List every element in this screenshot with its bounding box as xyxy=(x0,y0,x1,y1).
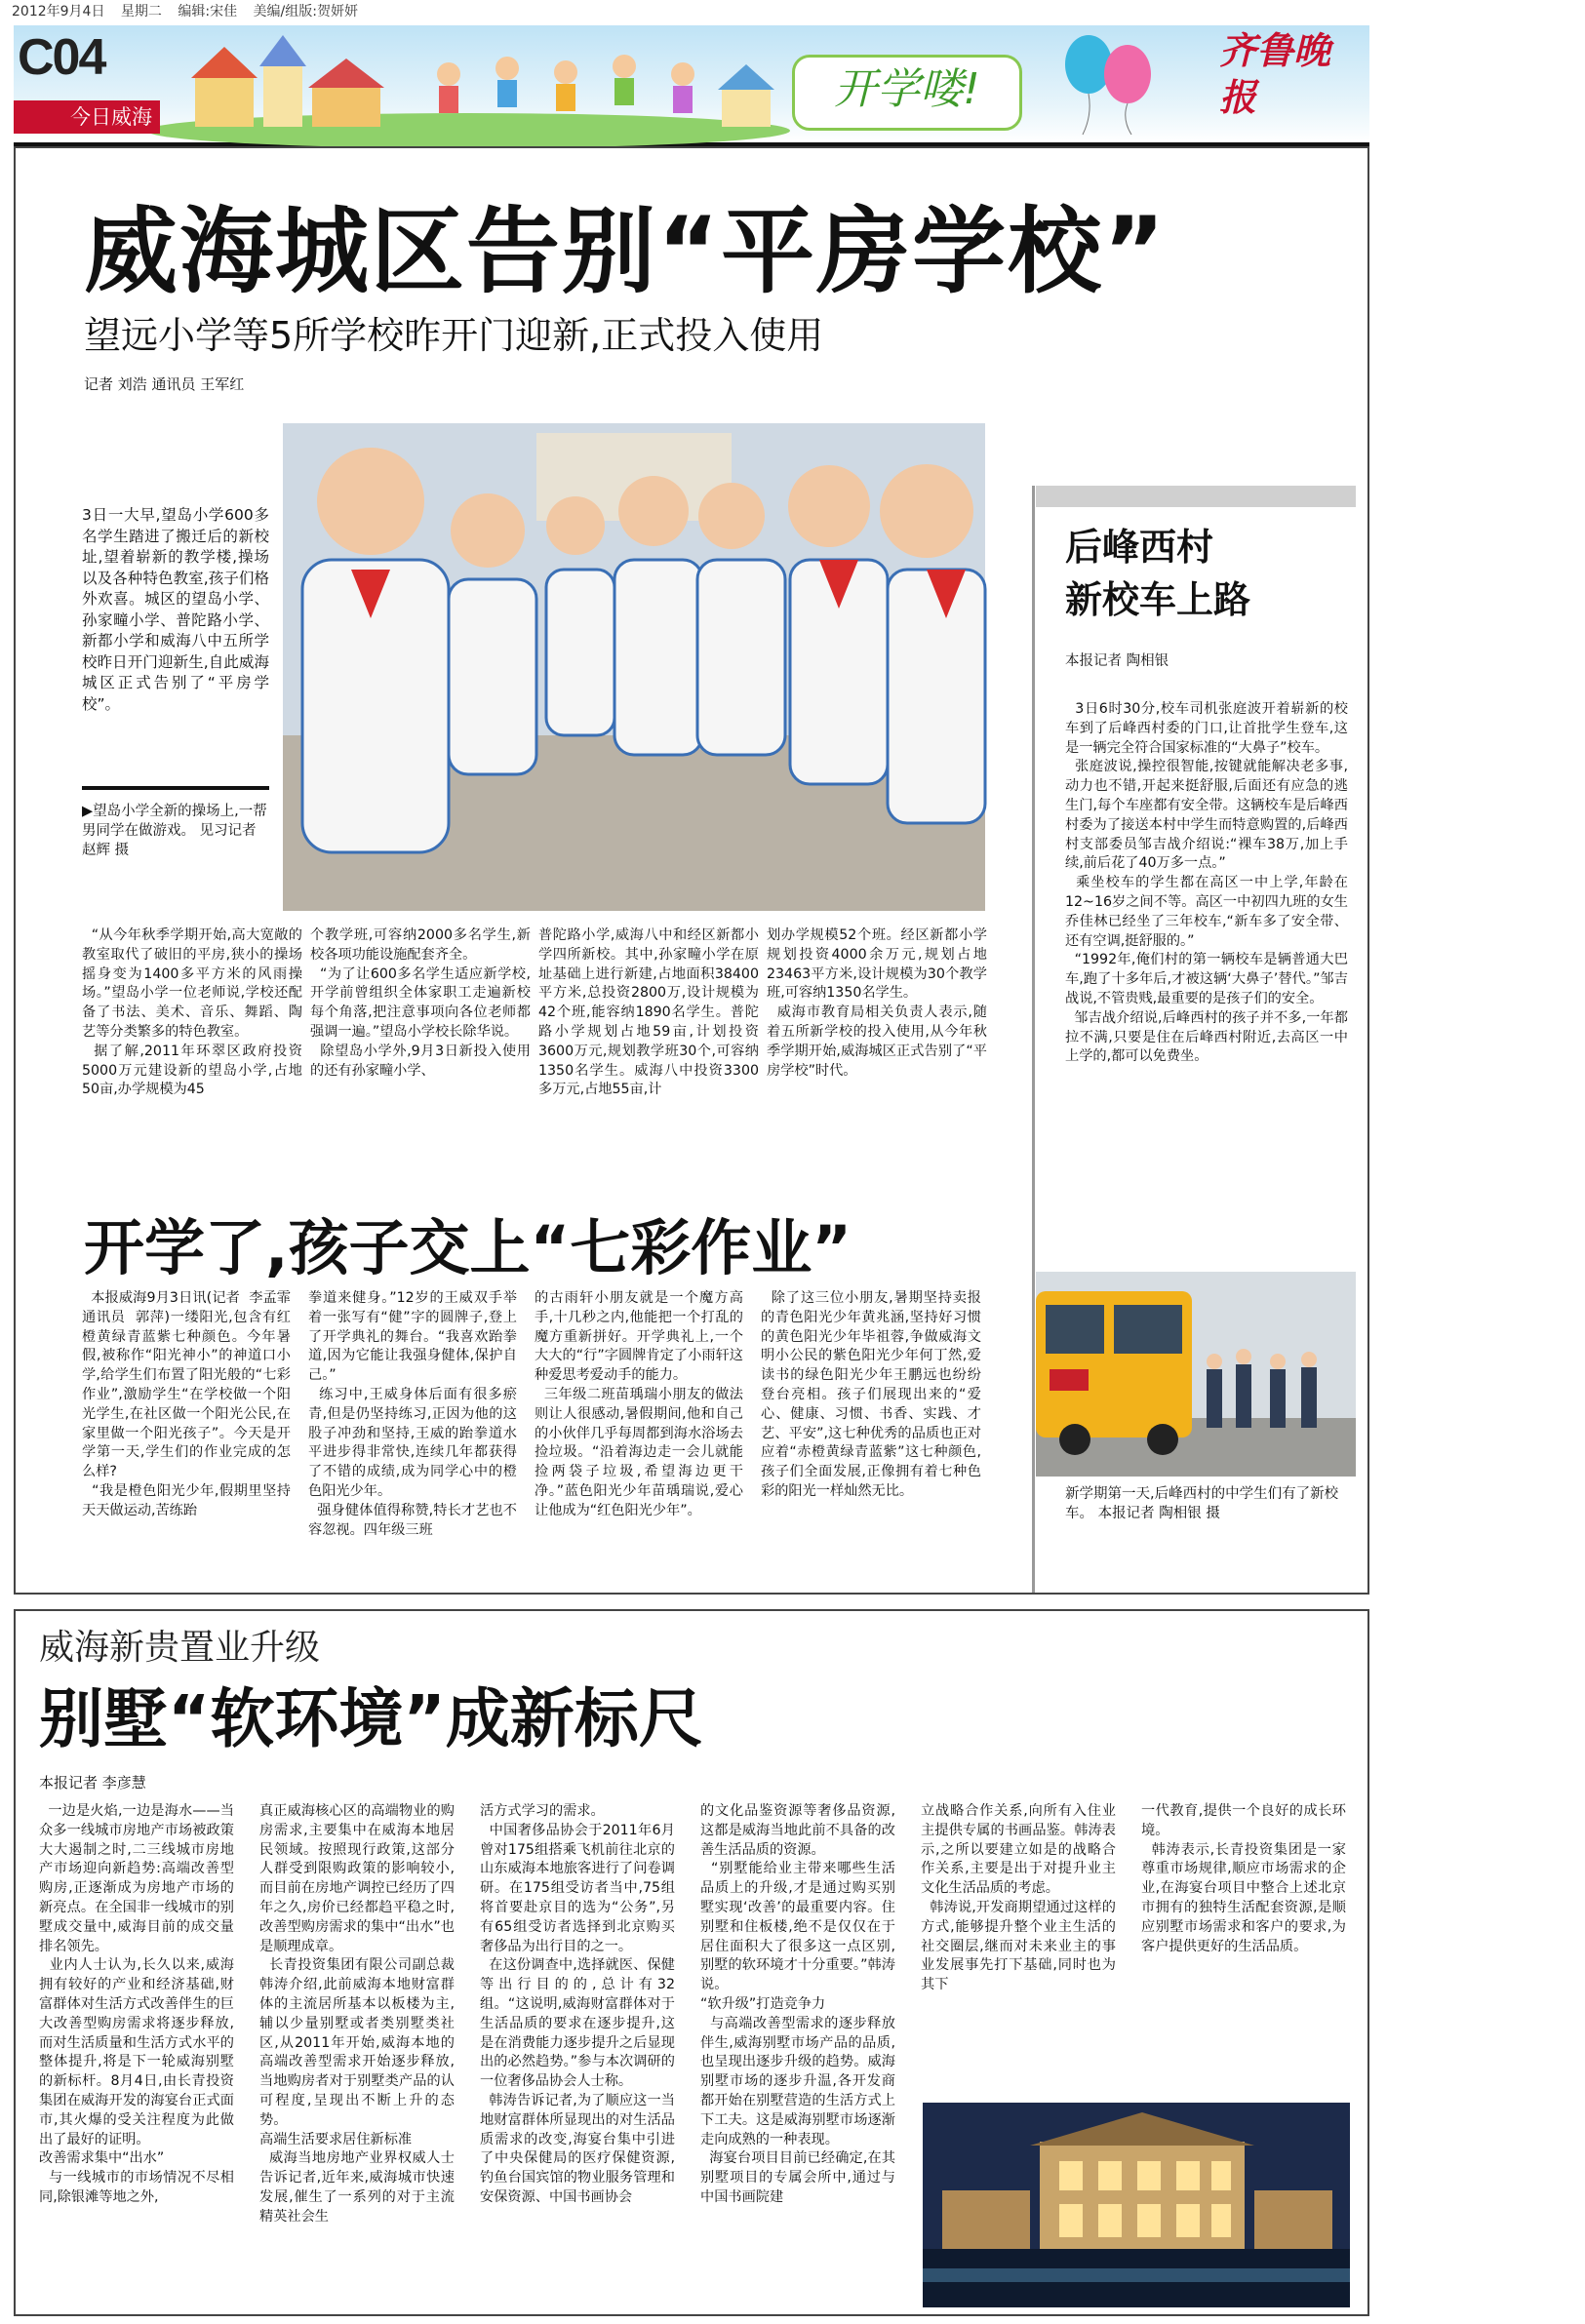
section-label: 今日威海 xyxy=(14,100,160,134)
story3-byline: 本报记者 李彦慧 xyxy=(39,1774,146,1792)
issue-date: 2012年9月4日 xyxy=(12,4,105,20)
newspaper-masthead: 齐鲁晚报 xyxy=(1219,28,1331,119)
story1-column: “从今年秋季学期开始,高大宽敞的教室取代了破旧的平房,狭小的操场摇身变为1400多平方米的风雨操场。”望岛小学一位老师说,学校还配备了书法、美术、音乐、舞蹈、陶艺等分类繁多的特色教室。 据了解,2011年环翠区政府投资5000万元建设新的望岛小学,占地50亩,办学规模为45 xyxy=(82,927,302,1098)
story3-column: 活方式学习的需求。 中国奢侈品协会于2011年6月曾对175组搭乘飞机前往北京的山东威海本地旅客进行了问卷调研。在175组受访者当中,75组将首要赴京目的选为“公务”,另有65组受访者选择到北京购买奢侈品为出行目的之一。 在这份调查中,选择就医、保健等出行目的的,总计有32组。“这说明,威海财富群体对于生活品质的要求在逐步提升,这是在消费能力逐步提升之后显现出的必然趋势。”参与本次调研的一位奢侈品协会人士称。 韩涛告诉记者,为了顺应这一当地财富群体所显现出的对生活品质需求的改变,海宴台集中引进了中央保健局的医疗保健资源,钓鱼台国宾馆的物业服务管理和安保资源、中国书画协会 xyxy=(480,1803,675,2205)
story2-column: 拳道来健身。”12岁的王威双手举着一张写有“健”字的圆牌子,登上了开学典礼的舞台。“我喜欢跆拳道,因为它能让我强身健体,保护自己。” 练习中,王威身体后面有很多瘀青,但是仍坚持练习,正因为他的这股子冲劲和坚持,王威的跆拳道水平进步得非常快,连续几年都获得了不错的成绩,成为同学心中的橙色阳光少年。 强身健体值得称赞,特长才艺也不容忽视。四年级三班 xyxy=(308,1290,517,1538)
sidebar-headline-line1: 后峰西村 xyxy=(1065,526,1214,569)
photo-caption: ▶望岛小学全新的操场上,一帮男同学在做游戏。 见习记者 赵辉 摄 xyxy=(82,804,267,858)
story1-column: 普陀路小学,威海八中和经区新都小学四所新校。其中,孙家疃小学在原址基础上进行新建,占地面积38400平方米,总投资2800万,设计规模为42个班,能容纳1890名学生。普陀路小学规划占地59亩,计划投资3600万元,规划教学班30个,可容纳1350名学生。威海八中投资3300多万元,占地55亩,计 xyxy=(538,927,759,1098)
story1-column: 个教学班,可容纳2000多名学生,新校各项功能设施配套齐全。 “为了让600多名学生适应新学校,开学前曾组织全体家职工走遍新校每个角落,把注意事项向各位老师都强调一遍。”望岛小学校长除华说。 除望岛小学外,9月3日新投入使用的还有孙家疃小学、 xyxy=(310,927,531,1079)
sidebar-headline xyxy=(1065,521,1348,626)
photo-villa-night xyxy=(923,2103,1350,2307)
story1-column: 划办学规模52个班。经区新都小学规划投资4000余万元,规划占地23463平方米,设计规模为30个教学班,可容纳1350名学生。 威海市教育局相关负责人表示,随着五所新学校的投入使用,从今年秋季学期开始,威海城区正式告别了“平房学校”时代。 xyxy=(767,927,987,1079)
photo-students-playing xyxy=(283,423,985,911)
sidebar-byline: 本报记者 陶相银 xyxy=(1065,653,1169,669)
sidebar-header-bar xyxy=(1036,486,1356,507)
cartoon-kids-illustration xyxy=(156,29,780,135)
story3-column: 一边是火焰,一边是海水——当众多一线城市房地产市场被政策大大遏制之时,二三线城市房地产市场迎向新趋势:高端改善型购房,正逐渐成为房地产市场的新亮点。在全国非一线城市的别墅成交量中,威海目前的成交量排名领先。 业内人士认为,长久以来,威海拥有较好的产业和经济基础,财富群体对生活方式改善伴生的巨大改善型购房需求将逐步释放,而对生活质量和生活方式水平的整体提升,将是下一轮威海别墅的新标杆。8月4日,由长青投资集团在威海开发的海宴台正式面市,其火爆的受关注程度为此做出了最好的证明。 改善需求集中“出水” 与一线城市的市场情况不尽相同,除银滩等地之外, xyxy=(39,1803,234,2205)
dateline xyxy=(0,0,1585,23)
sidebar-photo-caption: 新学期第一天,后峰西村的中学生们有了新校车。 本报记者 陶相银 摄 xyxy=(1065,1486,1339,1521)
designer-credit: 美编/组版:贺妍妍 xyxy=(253,4,358,20)
sidebar-body: 3日6时30分,校车司机张庭波开着崭新的校车到了后峰西村委的门口,让首批学生登车,这是一辆完全符合国家标准的“大鼻子”校车。 张庭波说,操控很智能,按键就能解决老多事,动力也不错,开起来挺舒服,后面还有应急的逃生门,每个车座都有安全带。这辆校车是后峰西村委为了接送本村中学生而特意购置的,后峰西村支部委员邹吉战介绍说:“裸车38万,加上手续,前后花了40万多一点。” 乘坐校车的学生都在高区一中上学,年龄在12~16岁之间不等。高区一中初四九班的女生乔佳林已经坐了三年校车,“新车多了安全带、还有空调,挺舒服的。” “1992年,俺们村的第一辆校车是辆普通大巴车,跑了十多年后,才被这辆‘大鼻子’替代。”邹吉战说,不管贵贱,最重要的是孩子们的安全。 邹吉战介绍说,后峰西村的孩子并不多,一年都拉不满,只要是住在后峰西村附近,去高区一中上学的,都可以免费坐。 xyxy=(1065,701,1348,1065)
story3-column: 的文化品鉴资源等奢侈品资源,这都是威海当地此前不具备的改善生活品质的资源。 “别墅能给业主带来哪些生活品质上的升级,才是通过购买别墅实现‘改善’的最重要内容。住别墅和住板楼,绝不是仅仅在于居住面积大了很多这一点区别,别墅的软环境才十分重要。”韩涛说。 “软升级”打造竞争力 与高端改善型需求的逐步释放伴生,威海别墅市场产品的品质,也呈现出逐步升级的趋势。威海别墅市场的逐步升温,各开发商都开始在别墅营造的生活方式上下工夫。这是威海别墅市场逐渐走向成熟的一种表现。 海宴台项目目前已经确定,在其别墅项目的专属会所中,通过与中国书画院建 xyxy=(700,1803,895,2205)
story2-column: 的古雨轩小朋友就是一个魔方高手,十几秒之内,他能把一个打乱的魔方重新拼好。开学典礼上,一个大大的“行”字圆牌肯定了小雨轩这种爱思考爱动手的能力。 三年级二班苗瑀瑞小朋友的做法则让人很感动,暑假期间,他和自己的小伙伴几乎每周都到海水浴场去捡垃圾。“沿着海边走一会儿就能捡两袋子垃圾,希望海边更干净。”蓝色阳光少年苗瑀瑞说,爱心让他成为“红色阳光少年”。 xyxy=(535,1290,743,1518)
story3-column: 立战略合作关系,向所有入住业主提供专属的书画品鉴。韩涛表示,之所以要建立如是的战略合作关系,主要是出于对提升业主文化生活品质的考虑。 韩涛说,开发商期望通过这样的方式,能够提升整个业主生活的社交圈层,继而对未来业主的事业发展事先打下基础,同时也为其下 xyxy=(921,1803,1116,1993)
story2-headline: 开学了,孩子交上“七彩作业” xyxy=(84,1212,852,1283)
issue-weekday: 星期二 xyxy=(120,4,162,20)
main-headline: 威海城区告别“平房学校” xyxy=(84,197,1168,306)
story3-column: 真正威海核心区的高端物业的购房需求,主要集中在威海本地居民领域。按照现行政策,这部分人群受到限购政策的影响较小,而目前在房地产调控已经历了四年之久,房价已经都趋平稳之时,改善型购房需求的集中“出水”也是顺理成章。 长青投资集团有限公司副总裁韩涛介绍,此前威海本地财富群体的主流居所基本以板楼为主,辅以少量别墅或者类别墅类社区,从2011年开始,威海本地的高端改善型需求开始逐步释放,当地购房者对于别墅类产品的认可程度,呈现出不断上升的态势。 高端生活要求居住新标准 威海当地房地产业界权威人士告诉记者,近年来,威海城市快速发展,催生了一系列的对于主流精英社会生 xyxy=(259,1803,455,2225)
slogan-board: 开学喽! xyxy=(792,55,1022,131)
page-number: C04 xyxy=(18,29,105,86)
story2-column: 本报威海9月3日讯(记者 李孟霏 通讯员 郭萍)一缕阳光,包含有红橙黄绿青蓝紫七种颜色。今年暑假,被称作“阳光神小”的神道口小学,给学生们布置了阳光般的“七彩作业”,激励学生“在学校做一个阳光学生,在社区做一个阳光公民,在家里做一个阳光孩子”。今天是开学第一天,学生们的作业完成的怎么样? “我是橙色阳光少年,假期里坚持天天做运动,苦练跆 xyxy=(82,1290,291,1518)
story3-column: 一代教育,提供一个良好的成长环境。 韩涛表示,长青投资集团是一家尊重市场规律,顺应市场需求的企业,在海宴台项目中整合上述北京市拥有的独特生活配套资源,是顺应别墅市场需求和客户的要求,为客户提供更好的生活品质。 xyxy=(1141,1803,1346,1954)
editor-credit: 编辑:宋佳 xyxy=(178,4,238,20)
main-byline: 记者 刘浩 通讯员 王军红 xyxy=(84,375,245,393)
story3-headline: 别墅“软环境”成新标尺 xyxy=(39,1681,703,1756)
caption-rule xyxy=(82,786,269,790)
story2-column: 除了这三位小朋友,暑期坚持卖报的青色阳光少年黄兆涵,坚持好习惯的黄色阳光少年毕祖蓉,争做威海文明小公民的紫色阳光少年何丁然,爱读书的绿色阳光少年王鹏远也纷纷登台亮相。孩子们展现出来的“爱心、健康、习惯、书香、实践、才艺、平安”,这七种优秀的品质也正对应着“赤橙黄绿青蓝紫”这七种颜色,孩子们全面发展,正像拥有着七种色彩的阳光一样灿然无比。 xyxy=(761,1290,981,1499)
lead-paragraph: 3日一大早,望岛小学600多名学生踏进了搬迁后的新校址,望着崭新的教学楼,操场以及各种特色教室,孩子们格外欢喜。城区的望岛小学、孙家疃小学、普陀路小学、新都小学和威海八中五所学校昨日开门迎新生,自此威海城区正式告别了“平房学校”。 xyxy=(82,506,269,713)
story3-kicker: 威海新贵置业升级 xyxy=(39,1628,321,1668)
main-subheadline: 望远小学等5所学校昨开门迎新,正式投入使用 xyxy=(84,314,824,357)
photo-school-bus xyxy=(1036,1272,1356,1477)
balloons-icon xyxy=(1053,29,1161,137)
sidebar-headline-line2: 新校车上路 xyxy=(1065,578,1251,621)
sidebar-divider xyxy=(1032,486,1035,1593)
